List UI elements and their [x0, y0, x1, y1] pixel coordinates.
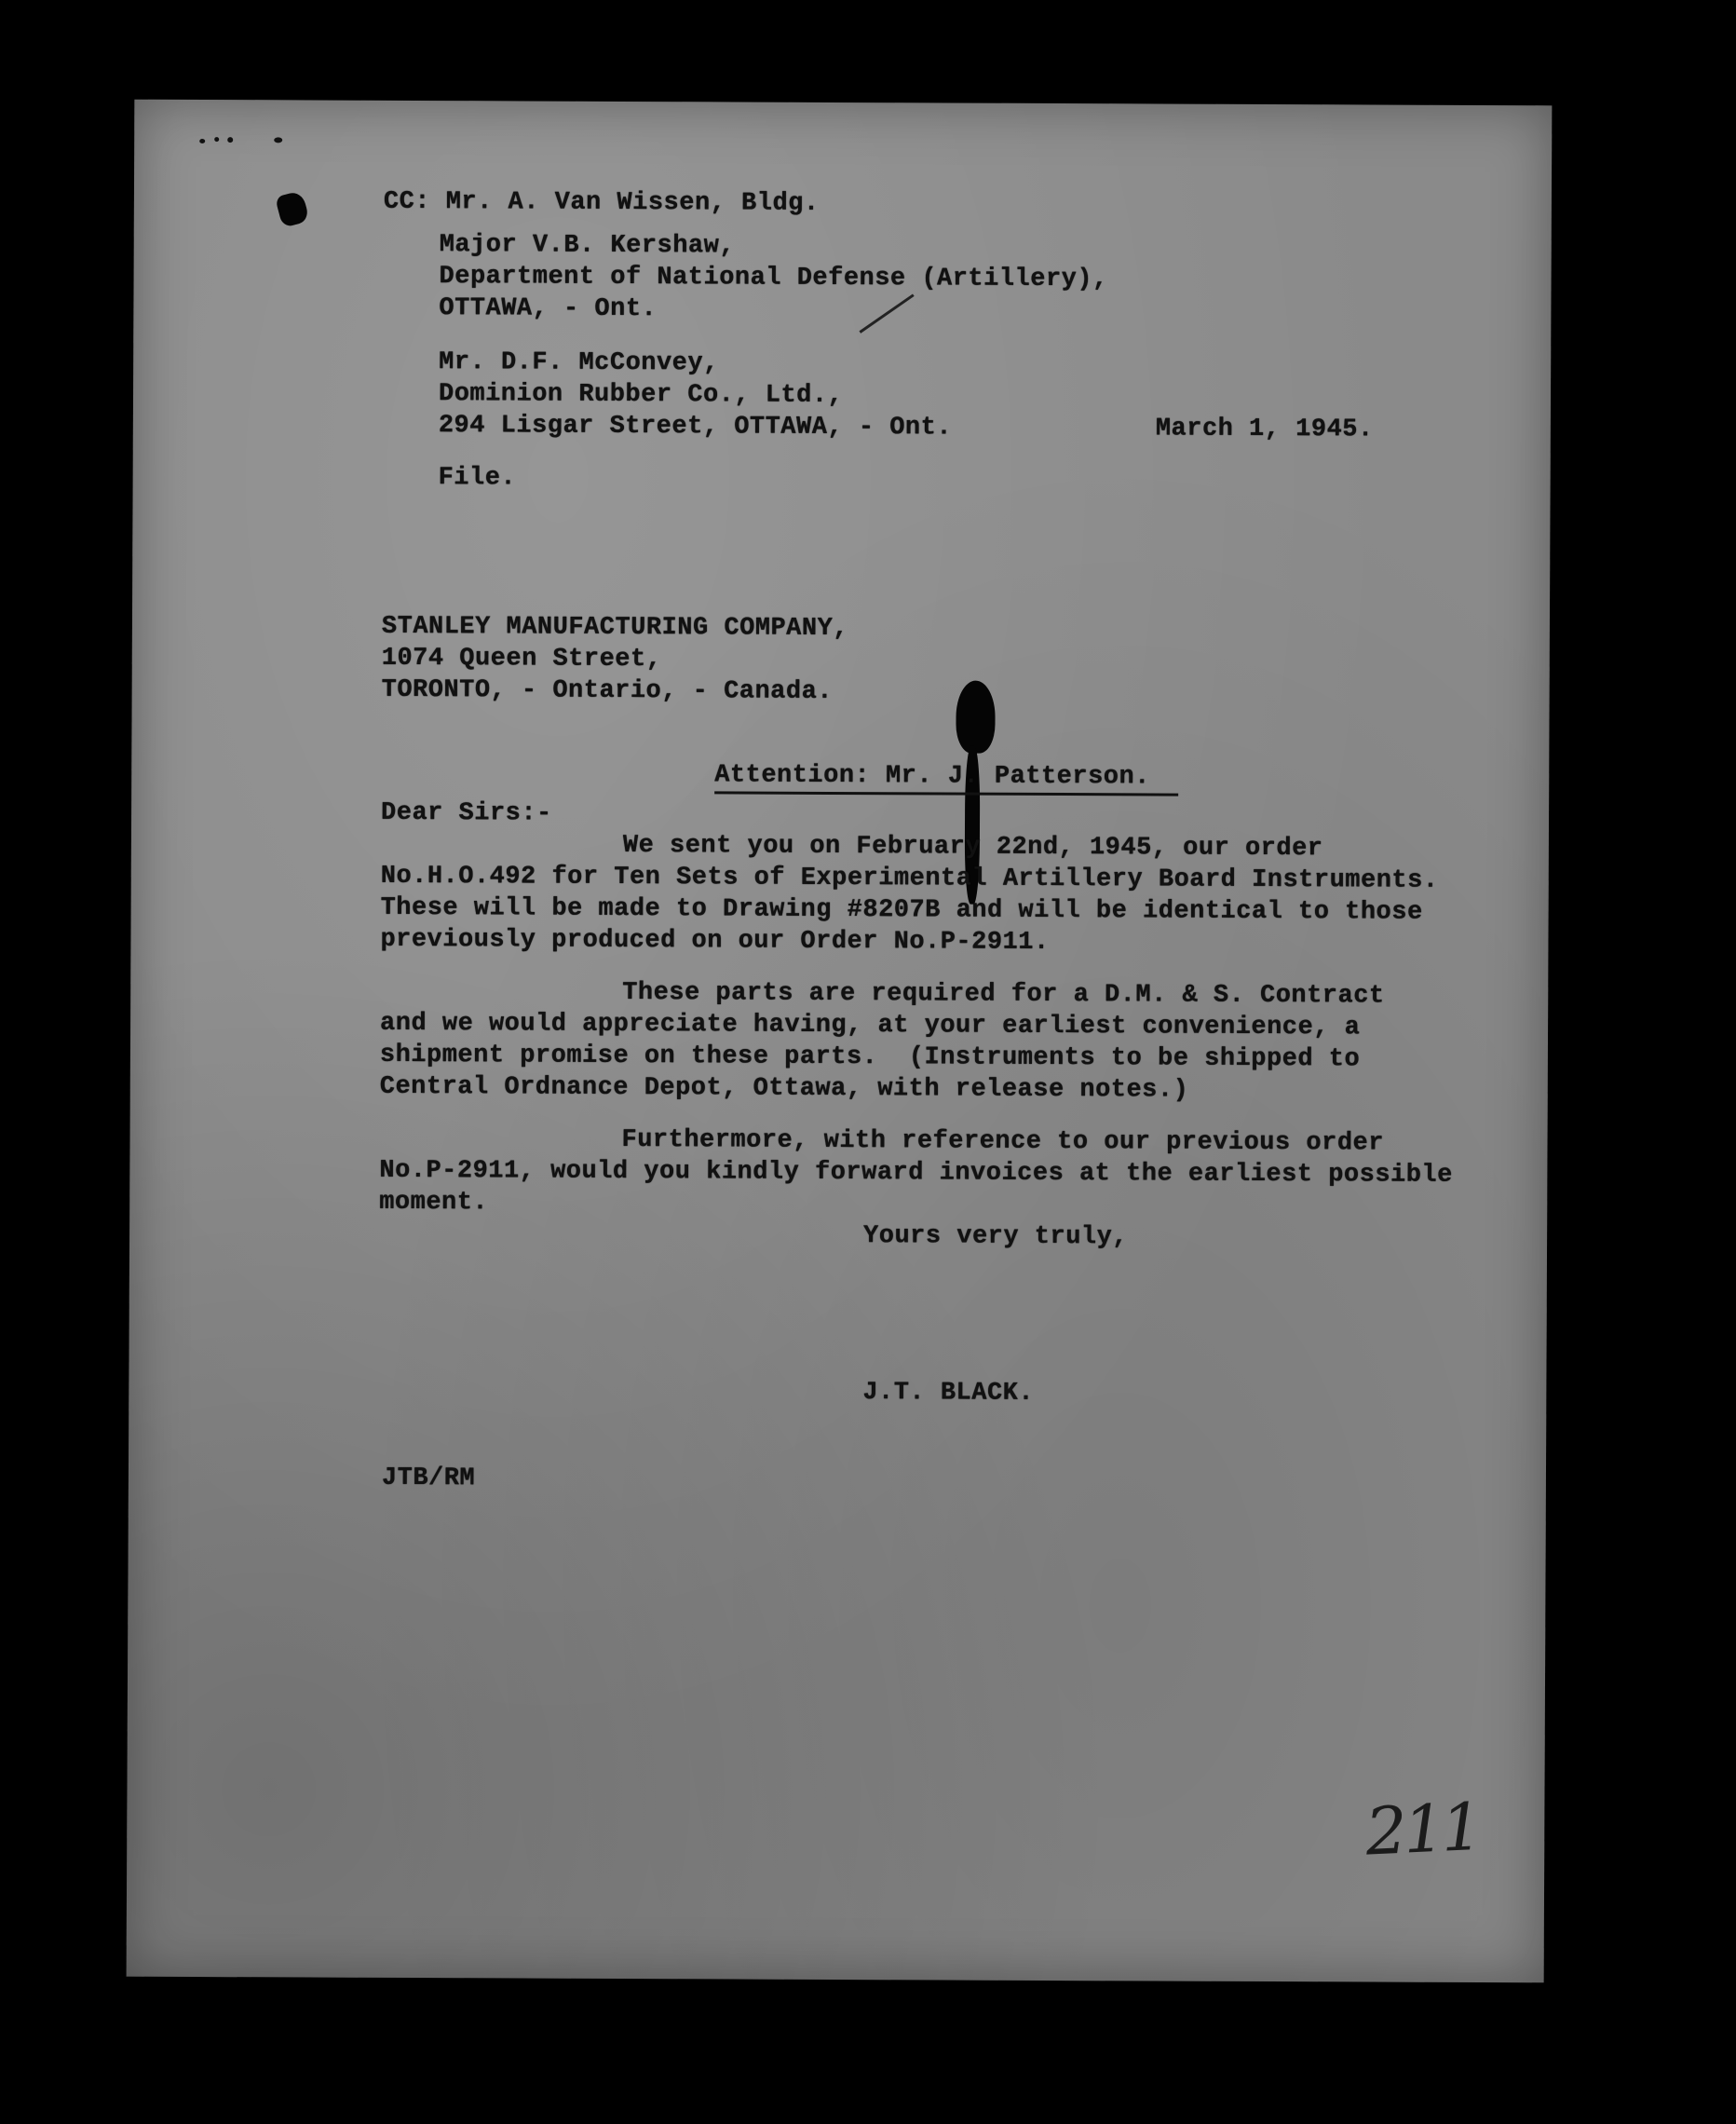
- cc-major-dept: Department of National Defense (Artillery),: [439, 263, 1108, 294]
- letter-date: March 1, 1945.: [1155, 415, 1374, 444]
- cc-mcconvey-address: 294 Lisgar Street, OTTAWA, - Ont.: [438, 412, 953, 442]
- body-paragraph-2-line: shipment promise on these parts. (Instruments to be shipped to: [379, 1041, 1361, 1074]
- letter-sheet: [127, 100, 1553, 1983]
- cc-mcconvey-name: Mr. D.F. McConvey,: [439, 348, 719, 378]
- recipient-street: 1074 Queen Street,: [381, 644, 662, 674]
- cc-major-city: OTTAWA, - Ont.: [439, 294, 658, 324]
- salutation: Dear Sirs:-: [380, 798, 552, 828]
- closing: Yours very truly,: [863, 1222, 1129, 1252]
- body-paragraph-3-line: moment.: [379, 1188, 489, 1218]
- cc-line: CC: Mr. A. Van Wissen, Bldg.: [383, 187, 820, 218]
- typist-initials: JTB/RM: [381, 1464, 476, 1493]
- body-paragraph-3-line: Furthermore, with reference to our previous order: [621, 1125, 1385, 1158]
- pencil-check-mark: [859, 293, 914, 333]
- ink-speck: [214, 137, 219, 142]
- body-paragraph-1-line: No.H.O.492 for Ten Sets of Experimental Artillery Board Instruments.: [380, 862, 1439, 895]
- cc-major-name: Major V.B. Kershaw,: [439, 231, 736, 261]
- body-paragraph-2-line: These parts are required for a D.M. & S. Contract: [622, 978, 1385, 1011]
- punch-hole-blot: [275, 190, 310, 228]
- recipient-company: STANLEY MANUFACTURING COMPANY,: [381, 612, 849, 644]
- body-paragraph-3-line: No.P-2911, would you kindly forward invoices at the earliest possible: [379, 1156, 1453, 1190]
- body-paragraph-1-line: We sent you on February 22nd, 1945, our order: [622, 831, 1323, 864]
- body-paragraph-2-line: and we would appreciate having, at your earliest convenience, a: [380, 1009, 1361, 1042]
- ink-speck: [199, 139, 205, 143]
- body-paragraph-1-line: These will be made to Drawing #8207B and will be identical to those: [380, 893, 1423, 927]
- cc-mcconvey-company: Dominion Rubber Co., Ltd.,: [438, 380, 844, 411]
- recipient-city: TORONTO, - Ontario, - Canada.: [381, 675, 834, 706]
- ink-speck: [227, 137, 233, 143]
- body-paragraph-1-line: previously produced on our Order No.P-2911.: [380, 925, 1050, 957]
- ink-blot: [956, 681, 995, 754]
- attention-underline: [714, 791, 1178, 796]
- body-paragraph-2-line: Central Ordnance Depot, Ottawa, with release notes.): [379, 1072, 1189, 1105]
- cc-file: File.: [438, 464, 517, 493]
- attention-line: Attention: Mr. J. Patterson.: [714, 761, 1150, 792]
- ink-speck: [274, 137, 282, 143]
- signature-name: J.T. BLACK.: [862, 1379, 1035, 1408]
- handwritten-page-number: 211: [1363, 1788, 1481, 1871]
